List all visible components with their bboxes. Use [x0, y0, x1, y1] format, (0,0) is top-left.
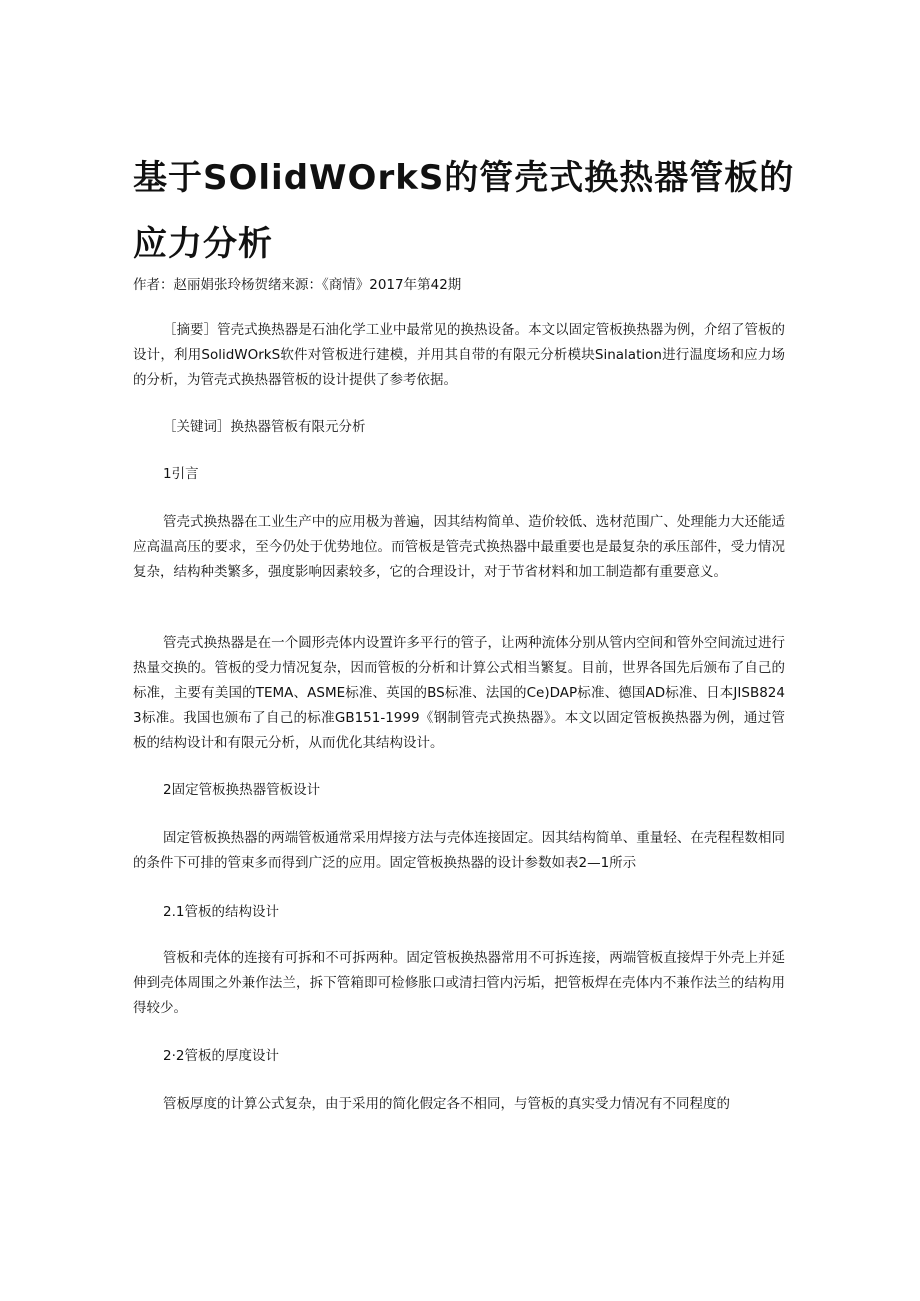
tubesheet-design-paragraph: 固定管板换热器的两端管板通常采用焊接方法与壳体连接固定。因其结构简单、重量轻、在壳程程数相同的条件下可排的管束多而得到广泛的应用。固定管板换热器的设计参数如表2—1所示	[133, 830, 785, 871]
introduction-paragraph-2: 管壳式换热器是在一个圆形壳体内设置许多平行的管子，让两种流体分别从管内空间和管外空间流过进行热量交换的。管板的受力情况复杂，因而管板的分析和计算公式相当繁复。目前，世界各国先后颁布了自己的标准，主要有美国的TEMA、ASME标准、英国的BS标准、法国的Ce)DAP标准、德国AD标准、日本JISB8243标准。我国也颁布了自己的标准GB151-1999《钢制管壳式换热器》。本文以固定管板换热器为例，通过管板的结构设计和有限元分析，从而优化其结构设计。	[133, 635, 785, 751]
article-title-line-2: 应力分析	[133, 224, 273, 264]
thickness-design-paragraph: 管板厚度的计算公式复杂，由于采用的简化假定各不相同，与管板的真实受力情况有不同程度的	[163, 1096, 730, 1112]
section-heading-tubesheet-design: 2固定管板换热器管板设计	[163, 782, 321, 798]
abstract-paragraph: ［摘要］管壳式换热器是石油化学工业中最常见的换热设备。本文以固定管板换热器为例，介绍了管板的设计，利用SolidWOrkS软件对管板进行建模，并用其自带的有限元分析模块Sinalation进行温度场和应力场的分析，为管壳式换热器管板的设计提供了参考依据。	[133, 322, 785, 388]
keywords-line: ［关键词］换热器管板有限元分析	[163, 419, 366, 435]
structure-design-paragraph: 管板和壳体的连接有可拆和不可拆两种。固定管板换热器常用不可拆连接，两端管板直接焊于外壳上并延伸到壳体周围之外兼作法兰，拆下管箱即可检修胀口或清扫管内污垢，把管板焊在壳体内不兼作法兰的结构用得较少。	[133, 950, 785, 1016]
section-heading-thickness-design: 2·2管板的厚度设计	[163, 1048, 279, 1064]
section-heading-structure-design: 2.1管板的结构设计	[163, 904, 279, 920]
section-heading-introduction: 1引言	[163, 466, 199, 482]
introduction-paragraph-1: 管壳式换热器在工业生产中的应用极为普遍，因其结构简单、造价较低、选材范围广、处理能力大还能适应高温高压的要求，至今仍处于优势地位。而管板是管壳式换热器中最重要也是最复杂的承压部件，受力情况复杂，结构种类繁多，强度影响因素较多，它的合理设计，对于节省材料和加工制造都有重要意义。	[133, 514, 785, 580]
article-byline: 作者：赵丽娟张玲杨贺绪来源：《商情》2017年第42期	[133, 277, 462, 293]
article-title-line-1: 基于SOlidWOrkS的管壳式换热器管板的	[133, 158, 795, 198]
